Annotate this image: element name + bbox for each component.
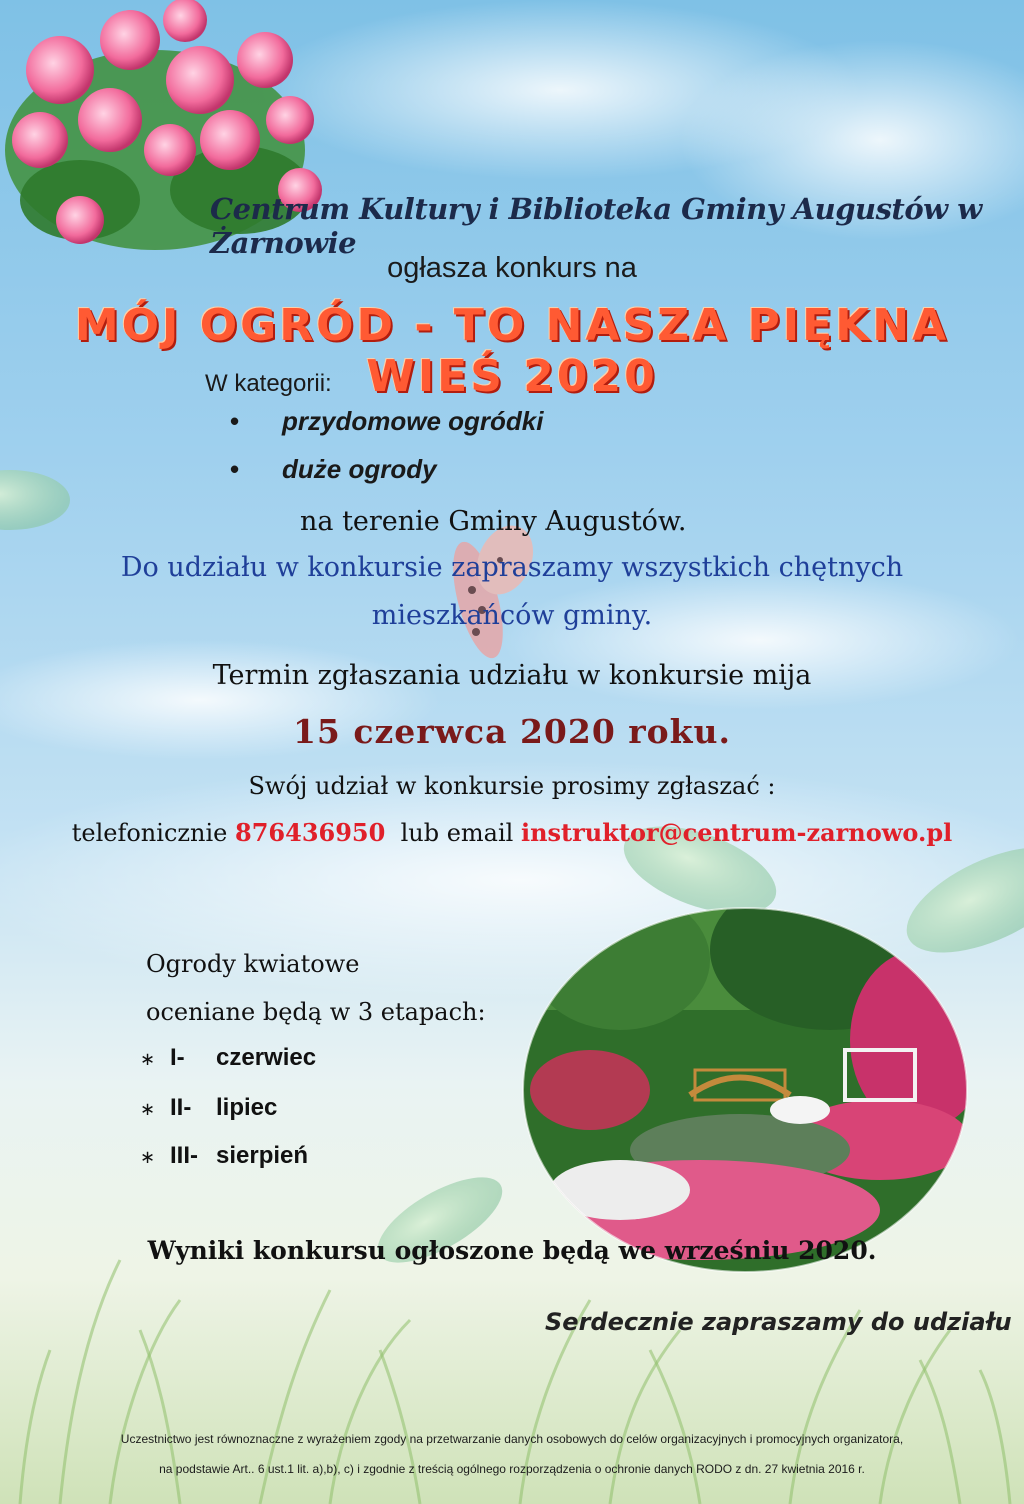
phone-number[interactable]: 876436950 xyxy=(235,818,386,847)
stage-month: lipiec xyxy=(216,1094,278,1121)
category-label: W kategorii: xyxy=(205,370,332,397)
announcement-text: ogłasza konkurs na xyxy=(387,252,637,284)
organizer-name: Centrum Kultury i Biblioteka Gminy Augustów w Żarnowie xyxy=(210,192,982,260)
stage-number: II- xyxy=(170,1094,192,1121)
invite-line-1: Do udziału w konkursie zapraszamy wszystkich chętnych xyxy=(120,552,904,583)
evaluation-line-1: Ogrody kwiatowe xyxy=(146,950,360,978)
apply-label: Swój udział w konkursie prosimy zgłaszać : xyxy=(248,772,776,800)
stage-number: III- xyxy=(170,1142,198,1169)
stage-month: czerwiec xyxy=(216,1044,317,1071)
stage-number: I- xyxy=(170,1044,185,1071)
email-label: lub email xyxy=(400,819,514,847)
area-text: na terenie Gminy Augustów. xyxy=(300,506,687,537)
footer-line-2: na podstawie Art.. 6 ust.1 lit. a),b), c) i zgodnie z treścią ogólnego rozporządzenia o ochronie danych RODO z dn. 27 kwietnia 2016 r. xyxy=(159,1462,865,1476)
deadline-label: Termin zgłaszania udziału w konkursie mija xyxy=(212,660,812,691)
footer-line-1: Uczestnictwo jest równoznaczne z wyrażeniem zgody na przetwarzanie danych osobowych do celów organizacyjnych i promocyjnych organizatora, xyxy=(120,1432,904,1446)
stage-item: ∗ III- sierpień xyxy=(140,1142,309,1169)
email-link[interactable]: instruktor@centrum-zarnowo.pl xyxy=(520,818,953,847)
closing-text: Serdecznie zapraszamy do udziału xyxy=(545,1308,1012,1336)
contest-title: MÓJ OGRÓD - TO NASZA PIĘKNA WIEŚ 2020 xyxy=(74,300,950,402)
invite-line-2: mieszkańców gminy. xyxy=(371,600,653,631)
evaluation-line-2: oceniane będą w 3 etapach: xyxy=(146,998,486,1026)
category-item: • przydomowe ogródki xyxy=(230,406,544,436)
category-item-label: przydomowe ogródki xyxy=(282,406,544,436)
stage-item: ∗ I- czerwiec xyxy=(140,1044,317,1071)
category-item: • duże ogrody xyxy=(230,454,437,484)
deadline-date: 15 czerwca 2020 roku. xyxy=(292,712,732,751)
stage-month: sierpień xyxy=(216,1142,309,1169)
phone-label: telefonicznie xyxy=(71,819,228,847)
contact-line xyxy=(0,818,1024,847)
stage-item: ∗ II- lipiec xyxy=(140,1094,278,1121)
results-announcement: Wyniki konkursu ogłoszone będą we wrześniu 2020. xyxy=(147,1236,877,1265)
category-item-label: duże ogrody xyxy=(282,454,437,484)
